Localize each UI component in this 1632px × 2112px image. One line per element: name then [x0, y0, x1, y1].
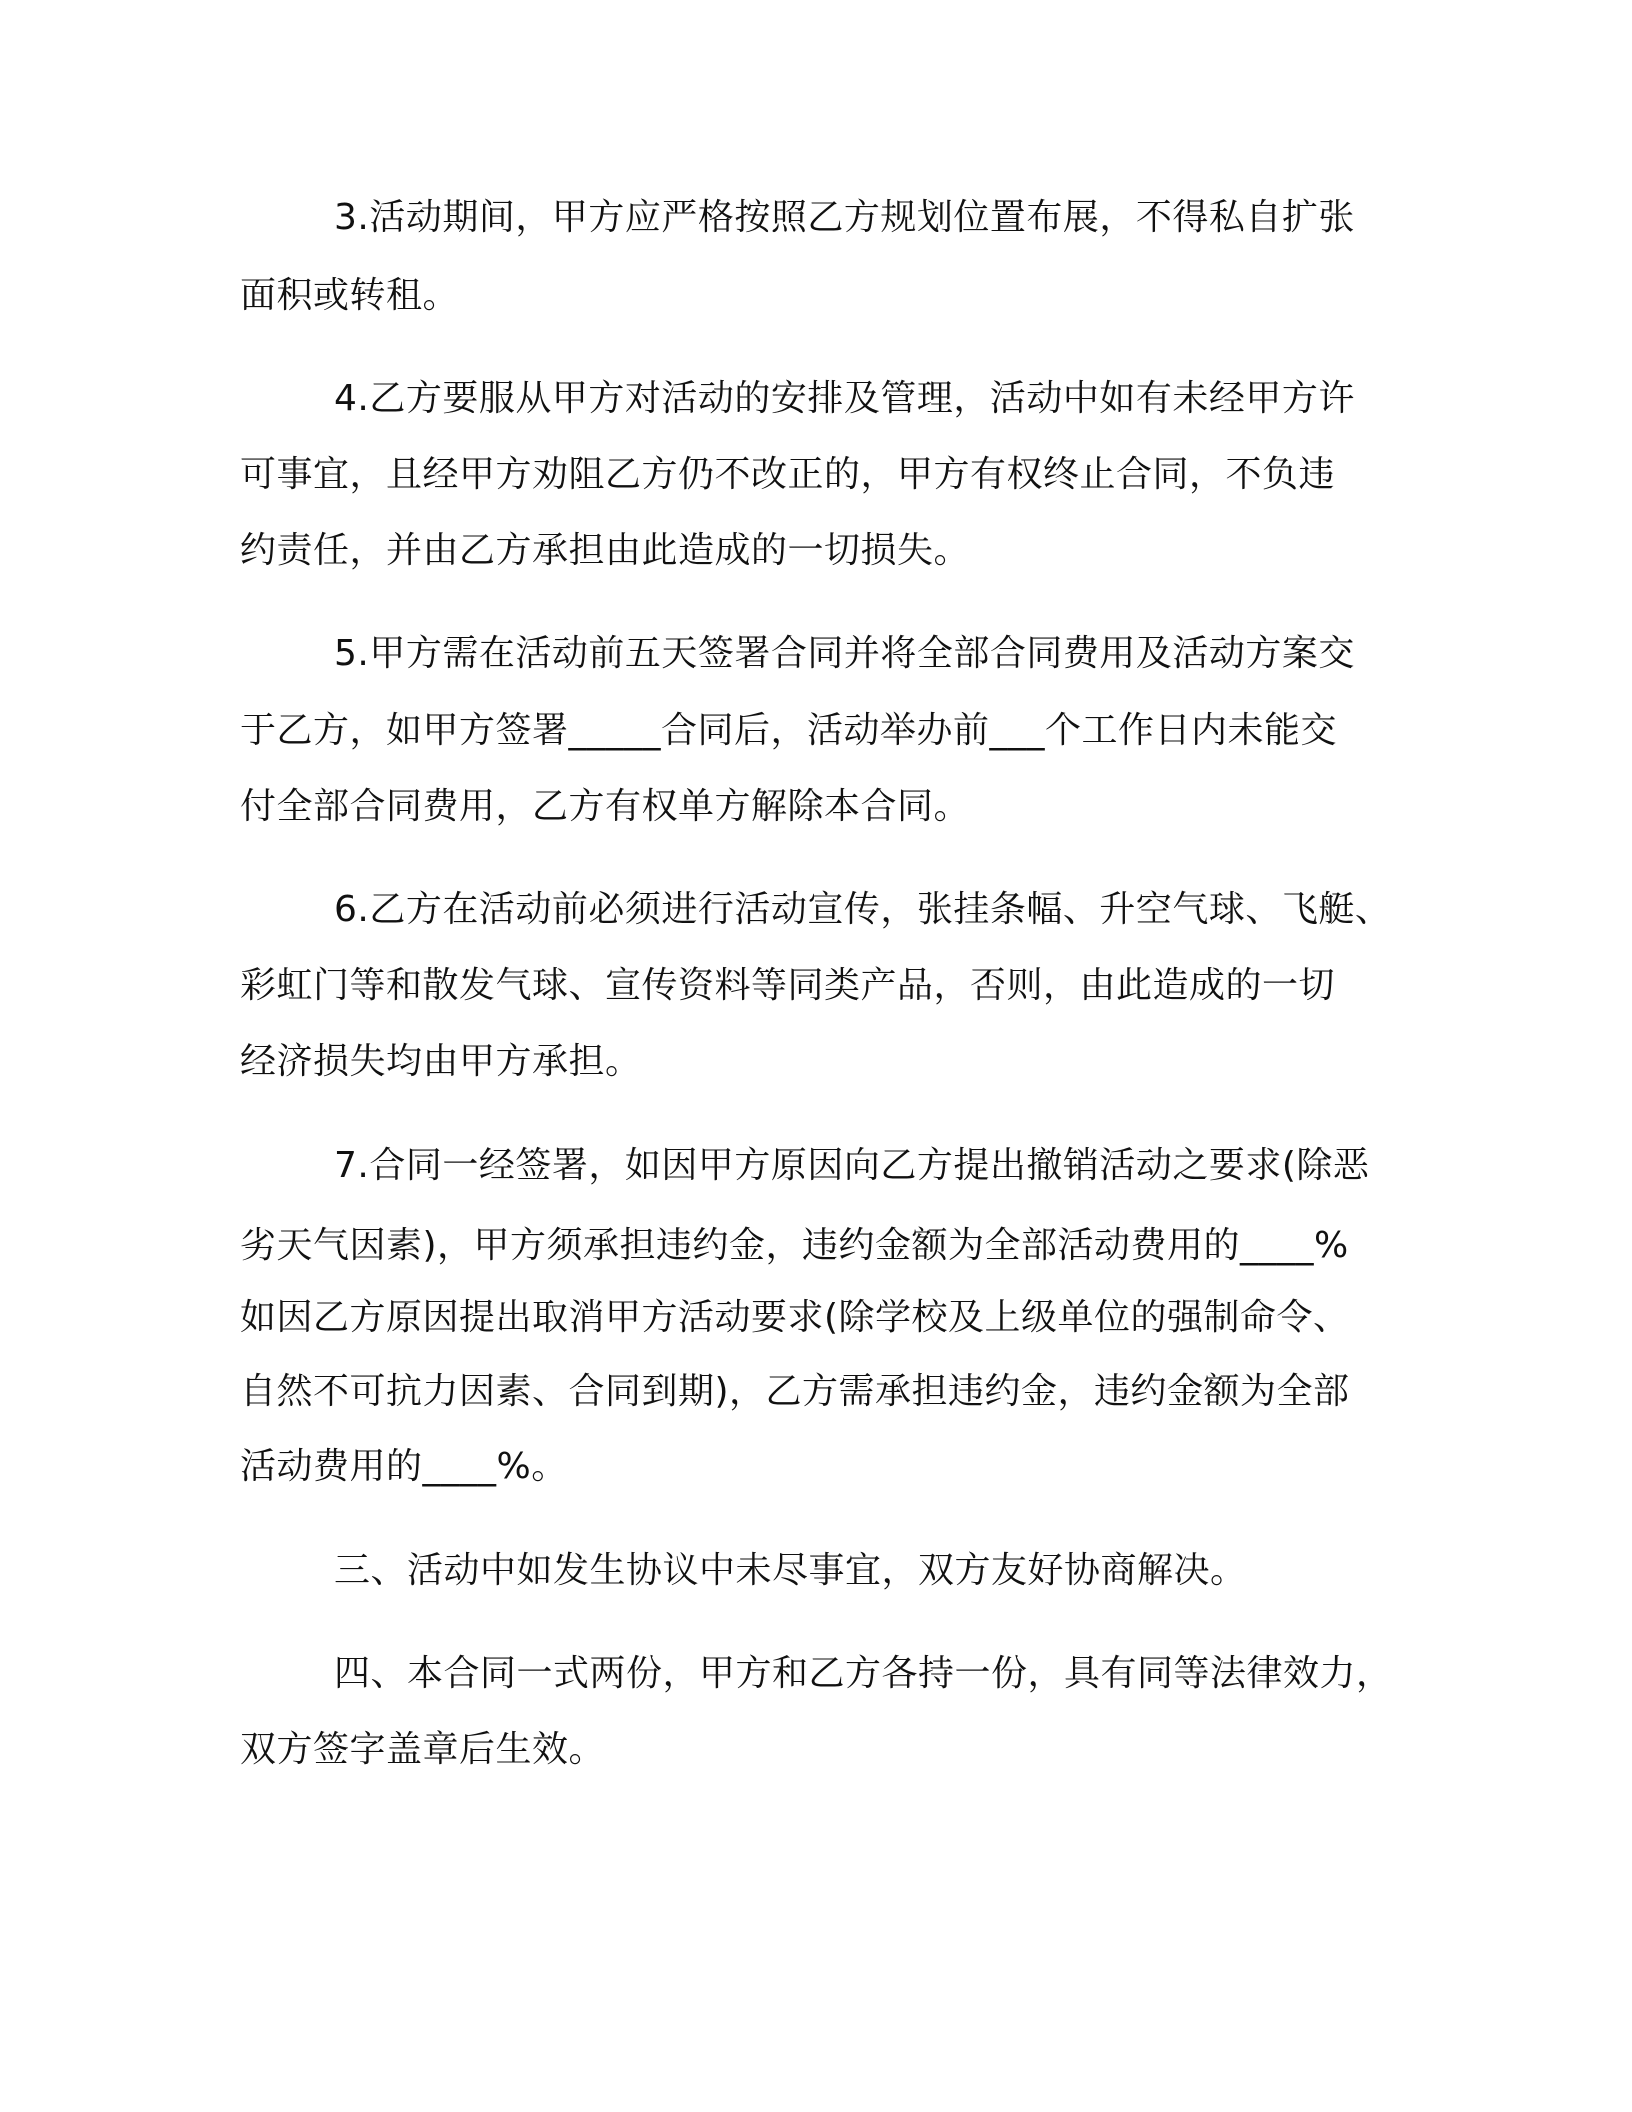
clause-7-line-1: 7.合同一经签署，如因甲方原因向乙方提出撤销活动之要求(除恶 — [334, 1145, 1370, 1186]
section-4-line-2: 双方签字盖章后生效。 — [240, 1729, 606, 1770]
clause-4-line-3: 约责任，并由乙方承担由此造成的一切损失。 — [240, 530, 971, 571]
clause-7-line-4: 自然不可抗力因素、合同到期)，乙方需承担违约金，违约金额为全部 — [240, 1371, 1350, 1412]
section-4-line-1: 四、本合同一式两份，甲方和乙方各持一份，具有同等法律效力， — [334, 1653, 1393, 1694]
clause-7-line-3: 如因乙方原因提出取消甲方活动要求(除学校及上级单位的强制命令、 — [240, 1297, 1350, 1338]
clause-6-line-2: 彩虹门等和散发气球、宣传资料等同类产品，否则，由此造成的一切 — [240, 965, 1336, 1006]
clause-7-line-2: 劣天气因素)，甲方须承担违约金，违约金额为全部活动费用的____% — [240, 1225, 1349, 1266]
clause-5-line-2: 于乙方，如甲方签署_____合同后，活动举办前___个工作日内未能交 — [240, 710, 1338, 751]
clause-5-line-3: 付全部合同费用，乙方有权单方解除本合同。 — [240, 786, 971, 827]
clause-3-line-2: 面积或转租。 — [240, 275, 460, 316]
clause-4-line-1: 4.乙方要服从甲方对活动的安排及管理，活动中如有未经甲方许 — [334, 378, 1355, 419]
clause-7-line-5: 活动费用的____%。 — [240, 1446, 568, 1487]
clause-6-line-1: 6.乙方在活动前必须进行活动宣传，张挂条幅、升空气球、飞艇、 — [334, 889, 1392, 930]
clause-6-line-3: 经济损失均由甲方承担。 — [240, 1041, 642, 1082]
clause-5-line-1: 5.甲方需在活动前五天签署合同并将全部合同费用及活动方案交 — [334, 633, 1355, 674]
section-3-line-1: 三、活动中如发生协议中未尽事宜，双方友好协商解决。 — [334, 1550, 1247, 1591]
clause-3-line-1: 3.活动期间，甲方应严格按照乙方规划位置布展，不得私自扩张 — [334, 197, 1355, 238]
clause-4-line-2: 可事宜，且经甲方劝阻乙方仍不改正的，甲方有权终止合同，不负违 — [240, 454, 1336, 495]
